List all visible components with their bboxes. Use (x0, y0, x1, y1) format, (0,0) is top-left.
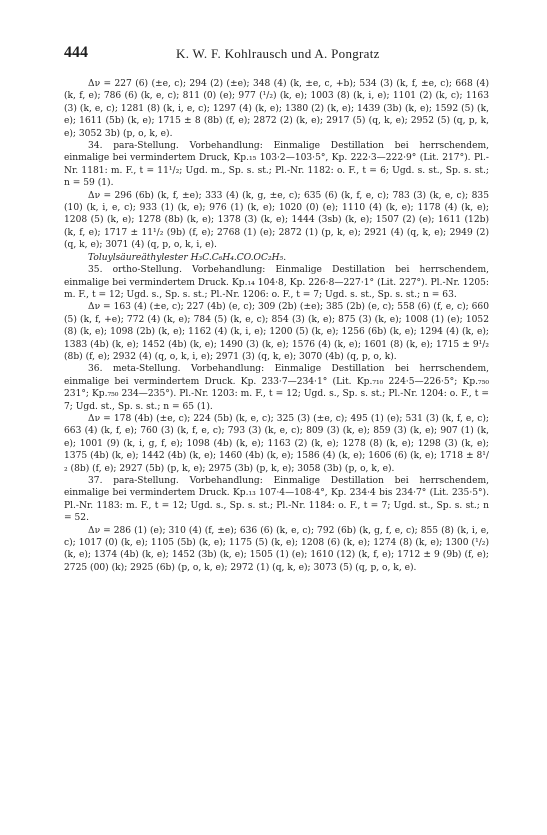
raman-lines-paragraph: Δν = 227 (6) (±e, c); 294 (2) (±e); 348 (4) (k, ±e, c, +b); 534 (3) (k, f, ±e, c); 668 (4) (k, f, e); 786 (6) (k, e, c); 811 (0) (e); 977 (¹/₂) (k, e); 1003 (8) (k, i, e); 1101 (2) (k, c); 1163 (3) (k, e, c); 1281 (8) (k, i, e, c); 1297 (4) (k, e); 1380 (2) (k, e); 1439 (3b) (k, e); 1592 (5) (k, e); 1611 (5b) (k, e); 1715 ± 8 (8b) (f, e); 2872 (2) (k, e); 2917 (5) (q, k, e); 2952 (5) (q, p, k, e); 3052 3b) (p, o, k, e). (64, 79, 489, 139)
compound-34-para-paragraph: 34. para-Stellung. Vorbehandlung: Einmalige Destillation bei herrschendem, einmalige bei vermindertem Druck, Kp.₁₅ 103·2—103·5°, Kp. 222·3—222·9° (Lit. 217°). Pl.-Nr. 1181: m. F., t = 11¹/₂; Ugd. m., Sp. s. st.; Pl.-Nr. 1182: o. F., t = 6; Ugd. s. st., Sp. s. st.; n = 59 (1). (64, 141, 489, 189)
compound-37-para-paragraph: 37. para-Stellung. Vorbehandlung: Einmalige Destillation bei herrschendem, einmalige bei vermindertem Druck. Kp.₁₃ 107·4—108·4°, Kp. 234·4 bis 234·7° (Lit. 235·5°). Pl.-Nr. 1183: m. F., t = 12; Ugd. s., Sp. s. st.; Pl.-Nr. 1184: o. F., t = 7; Ugd. st., Sp. s. st.; n = 52. (64, 476, 489, 524)
raman-lines-paragraph: Δν = 178 (4b) (±e, c); 224 (5b) (k, e, c); 325 (3) (±e, c); 495 (1) (e); 531 (3) (k, f, e, c); 663 (4) (k, f, e); 760 (3) (k, f, e, c); 793 (3) (k, e, c); 809 (3) (k, e); 859 (3) (k, e); 907 (1) (k, e); 1001 (9) (k, i, g, f, e); 1098 (4b) (k, e); 1163 (2) (k, e); 1278 (8) (k, e); 1298 (3) (k, e); 1375 (4b) (k, e); 1442 (4b) (k, e); 1460 (4b) (k, e); 1586 (4) (k, e); 1606 (6) (k, e); 1718 ± 8¹/₂ (8b) (f, e); 2927 (5b) (p, k, e); 2975 (3b) (p, k, e); 3058 (3b) (p, o, k, e). (64, 413, 489, 474)
compound-35-ortho-paragraph: 35. ortho-Stellung. Vorbehandlung: Einmalige Destillation bei herrschendem, einmalige bei vermindertem Druck. Kp.₁₄ 104·8, Kp. 226·8—227·1° (Lit. 227°). Pl.-Nr. 1205: m. F., t = 12; Ugd. s., Sp. s. st.; Pl.-Nr. 1206: o. F., t = 7; Ugd. s. st., Sp. s. st.; n = 63. (64, 265, 489, 300)
raman-lines-paragraph: Δν = 163 (4) (±e, c); 227 (4b) (e, c); 309 (2b) (±e); 385 (2b) (e, c); 558 (6) (f, e, c); 660 (5) (k, f, +e); 772 (4) (k, e); 784 (5) (k, e, c); 854 (3) (k, e); 875 (3) (k, e); 1008 (1) (e); 1052 (8) (k, e); 1098 (2b) (k, e); 1162 (4) (k, i, e); 1200 (5) (k, e); 1256 (6b) (k, e); 1294 (4) (k, e); 1383 (4b) (k, e); 1452 (4b) (k, e); 1490 (3) (k, e); 1576 (4) (k, e); 1601 (8) (k, e); 1715 ± 9¹/₂ (8b) (f, e); 2932 (4) (q, o, k, i, e); 2971 (3) (q, k, e); 3070 (4b) (q, p, o, k). (64, 302, 489, 362)
compound-36-meta-paragraph: 36. meta-Stellung. Vorbehandlung: Einmalige Destillation bei herrschendem, einmalige bei vermindertem Druck. Kp. 233·7—234·1° (Lit. Kp.₇₁₀ 224·5—226·5°; Kp.₇₅₀ 231°; Kp.₇₅₀ 234—235°). Pl.-Nr. 1203: m. F., t = 12; Ugd. s., Sp. s. st.; Pl.-Nr. 1204: o. F., t = 7; Ugd. st., Sp. s. st.; n = 65 (1). (64, 364, 489, 412)
raman-lines-paragraph: Δν = 296 (6b) (k, f, ±e); 333 (4) (k, g, ±e, c); 635 (6) (k, f, e, c); 783 (3) (k, e, c); 835 (10) (k, i, e, c); 933 (1) (k, e); 976 (1) (k, e); 1020 (0) (e); 1110 (4) (k, e); 1178 (4) (k, e); 1208 (5) (k, e); 1278 (8b) (k, e); 1378 (3) (k, e); 1444 (3sb) (k, e); 1507 (2) (e); 1611 (12b) (k, f, e); 1717 ± 11¹/₂ (9b) (f, e); 2768 (1) (e); 2872 (1) (p, k, e); 2921 (4) (q, k, e); 2949 (2) (q, k, e); 3071 (4) (q, p, o, k, i, e). (64, 190, 489, 251)
page-number: 444 (64, 44, 88, 61)
raman-lines-paragraph: Δν = 286 (1) (e); 310 (4) (f, ±e); 636 (6) (k, e, c); 792 (6b) (k, g, f, e, c); 855 (8) (k, i, e, c); 1017 (0) (k, e); 1105 (5b) (k, e); 1175 (5) (k, e); 1208 (6) (k, e); 1274 (8) (k, e); 1300 (¹/₂) (k, e); 1374 (4b) (k, e); 1452 (3b) (k, e); 1505 (1) (e); 1610 (12) (k, f, e); 1712 ± 9 (9b) (f, e); 2725 (00) (k); 2925 (6b) (p, o, k, e); 2972 (1) (q, k, e); 3073 (5) (q, p, o, k, e). (64, 525, 489, 573)
page-header (64, 44, 489, 64)
section-subheading: Toluylsäureäthylester H₃C.C₆H₄.CO.OC₂H₅. (88, 252, 287, 263)
running-title: K. W. F. Kohlrausch und A. Pongratz (176, 46, 380, 61)
body-text (64, 78, 489, 574)
